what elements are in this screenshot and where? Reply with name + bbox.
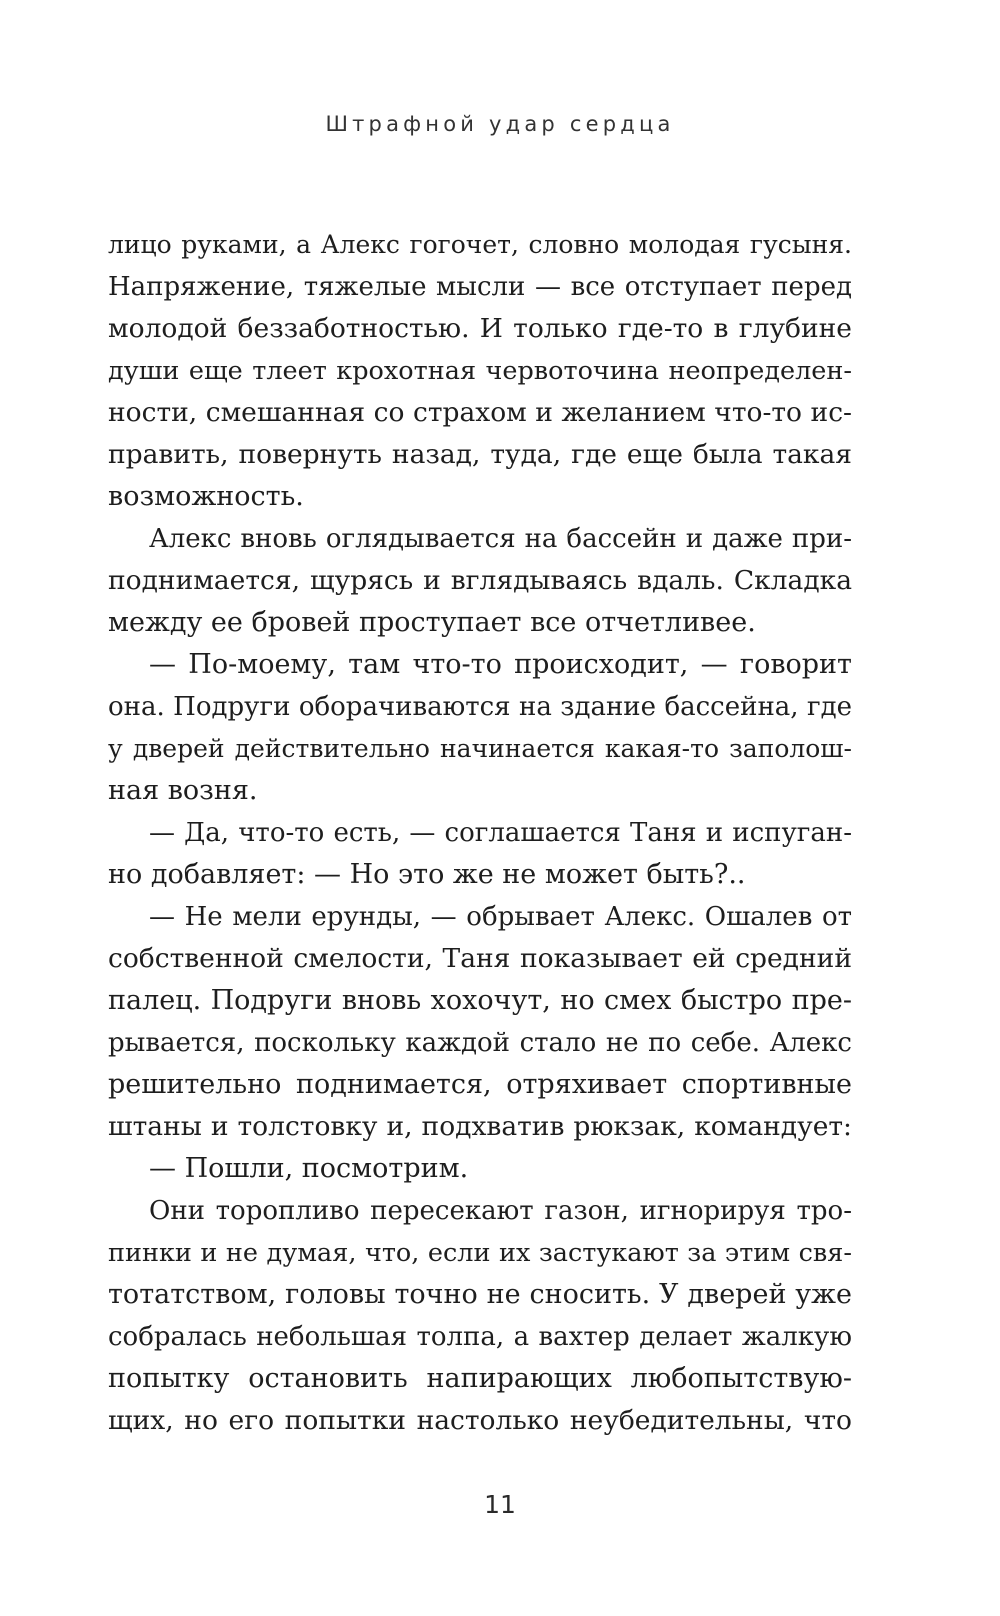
text-line: щих, но его попытки настолько неубедительны, что [108,1405,852,1436]
text-line: возможность. [108,481,304,512]
text-line: Они торопливо пересекают газон, игнорируя тро- [149,1196,852,1226]
text-line: поднимается, щурясь и вглядываясь вдаль. Складка [108,565,852,596]
text-line: у дверей действительно начинается какая-то заполош- [108,734,852,763]
text-line: она. Подруги оборачиваются на здание бассейна, где [108,692,852,722]
text-line: рывается, поскольку каждой стало не по себе. Алекс [108,1028,852,1058]
text-line: души еще тлеет крохотная червоточина неопределен- [108,356,852,386]
text-line: Напряжение, тяжелые мысли — все отступает перед [108,272,852,302]
text-line: собралась небольшая толпа, а вахтер делает жалкую [108,1322,852,1352]
text-line: ности, смешанная со страхом и желанием что-то ис- [108,397,852,428]
body-text [108,224,852,1442]
text-line: между ее бровей проступает все отчетливее. [108,607,756,638]
text-line: ная возня. [108,775,258,806]
text-line: решительно поднимается, отряхивает спортивные [108,1069,852,1100]
text-line: но добавляет: — Но это же не может быть?.. [108,859,746,890]
text-line: — Пошли, посмотрим. [149,1153,469,1184]
text-line: — По-моему, там что-то происходит, — говорит [149,649,852,680]
running-head: Штрафной удар сердца [325,112,675,136]
text-line: — Не мели ерунды, — обрывает Алекс. Ошалев от [149,902,852,932]
page-number: 11 [484,1490,516,1519]
text-line: пинки и не думая, что, если их застукают за этим свя- [108,1238,852,1268]
text-line: лицо руками, а Алекс гогочет, словно молодая гусыня. [108,230,852,259]
text-line: — Да, что-то есть, — соглашается Таня и испуган- [149,818,852,848]
text-line: молодой беззаботностью. И только где-то в глубине [108,313,852,344]
text-line: править, повернуть назад, туда, где еще была такая [108,439,852,470]
text-line: штаны и толстовку и, подхватив рюкзак, командует: [108,1111,852,1142]
text-line: собственной смелости, Таня показывает ей средний [108,943,852,974]
text-line: Алекс вновь оглядывается на бассейн и даже при- [149,524,852,554]
text-line: палец. Подруги вновь хохочут, но смех быстро пре- [108,985,852,1016]
text-line: попытку остановить напирающих любопытствую- [108,1363,852,1394]
text-line: тотатством, головы точно не сносить. У дверей уже [108,1279,852,1310]
